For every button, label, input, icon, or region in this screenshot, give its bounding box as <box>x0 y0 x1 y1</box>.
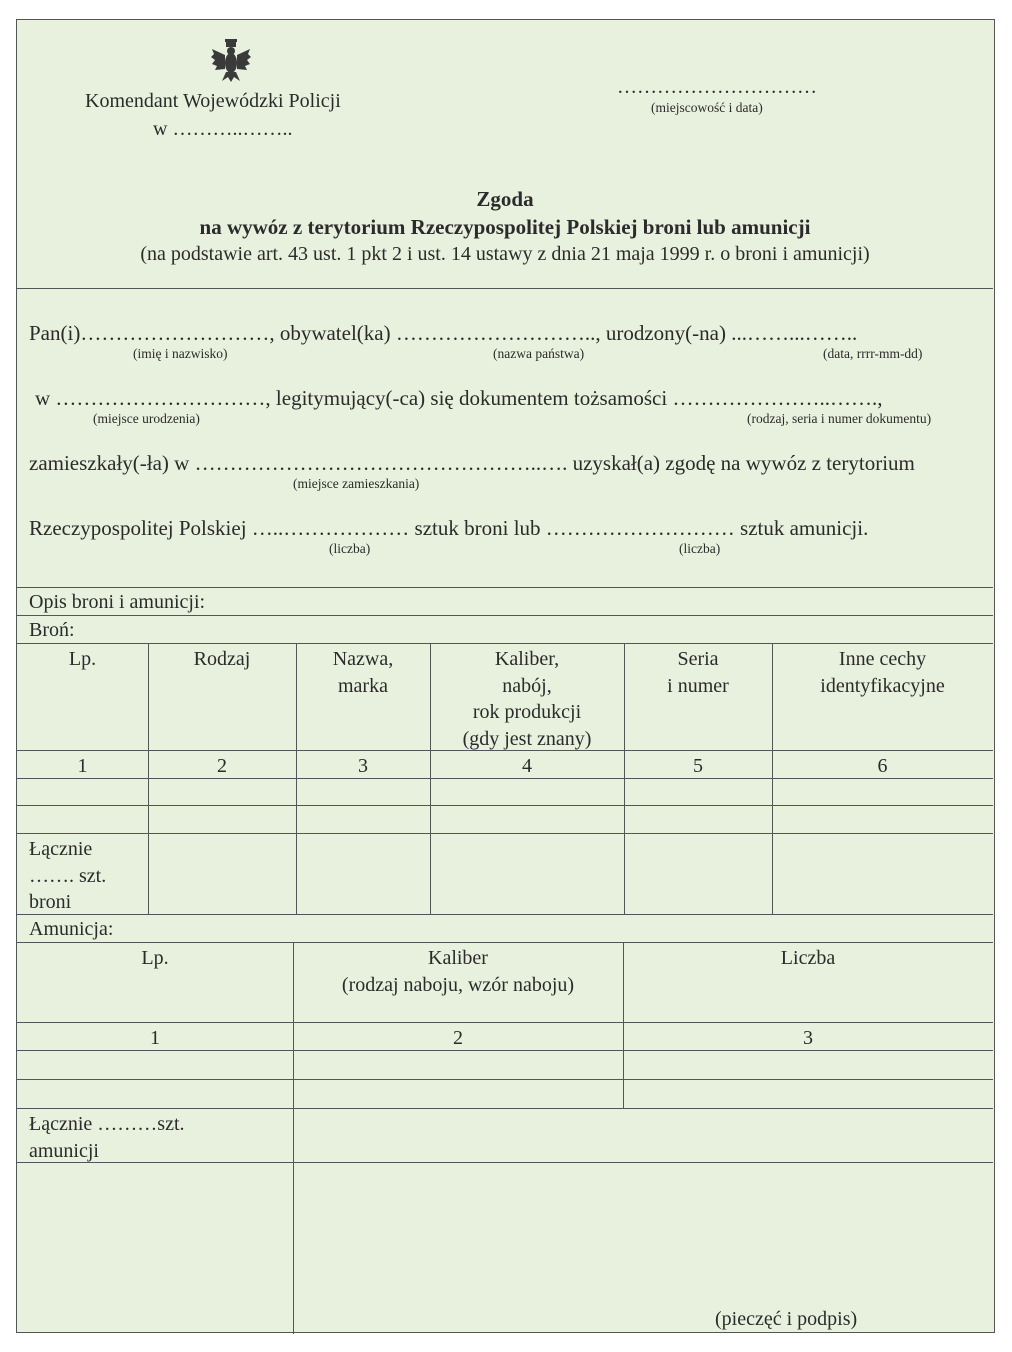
caption-birthdate: (data, rrrr-mm-dd) <box>823 346 923 361</box>
line-personal-data: Pan(i)………………………, obywatel(ka) ……………………….., urodzony(-na) ...……...…….. <box>29 321 858 345</box>
ammo-header-lp: Lp. <box>141 947 169 969</box>
ammo-col-number: 1 <box>150 1027 160 1049</box>
legal-basis: (na podstawie art. 43 ust. 1 pkt 2 i ust. 14 ustawy z dnia 21 maja 1999 r. o broni i amunicji) <box>140 243 870 265</box>
caption-country: (nazwa państwa) <box>493 346 585 361</box>
weapons-header-serial: Seria i numer <box>667 648 729 697</box>
authority-place: w ………..…….. <box>153 118 293 140</box>
line-identity: w …………………………, legitymujący(-ca) się dokumentem tożsamości …………………..……., <box>35 386 883 410</box>
weapons-header-caliber: Kaliber, nabój, rok produkcji (gdy jest znany) <box>462 648 592 750</box>
ammo-header-caliber: Kaliber (rodzaj naboju, wzór naboju) <box>341 947 575 996</box>
document-subtitle: na wywóz z terytorium Rzeczypospolitej Polskiej broni lub amunicji <box>199 215 811 239</box>
place-date-field: ………………………… <box>617 76 817 98</box>
weapons-header-name: Nazwa, marka <box>332 648 394 697</box>
caption-residence: (miejsce zamieszkania) <box>293 476 420 491</box>
weapons-total: Łącznie ……. szt. broni <box>29 838 107 913</box>
permit-form <box>16 19 995 1333</box>
signature-caption: (pieczęć i podpis) <box>715 1308 858 1330</box>
caption-ammo-count: (liczba) <box>679 541 721 556</box>
ammo-header-count: Liczba <box>780 947 836 969</box>
document-title: Zgoda <box>476 187 534 211</box>
weapons-col-number: 1 <box>77 755 88 777</box>
line-residence: zamieszkały(-ła) w …………………………………………..…. uzyskał(a) zgodę na wywóz z terytorium <box>29 451 915 475</box>
ammo-col-number: 2 <box>453 1027 463 1049</box>
divider <box>17 942 993 943</box>
weapons-header-type: Rodzaj <box>193 648 251 670</box>
divider <box>17 288 993 289</box>
ammunition-total: Łącznie ………szt. amunicji <box>29 1113 185 1162</box>
weapons-col-number: 6 <box>877 755 888 777</box>
weapons-col-number: 2 <box>217 755 227 777</box>
weapons-label: Broń: <box>29 619 75 641</box>
divider <box>17 914 993 915</box>
description-label: Opis broni i amunicji: <box>29 591 206 613</box>
line-quantities: Rzeczypospolitej Polskiej …..……………… sztuk broni lub ……………………… sztuk amunicji. <box>29 516 869 540</box>
divider <box>17 615 993 616</box>
caption-document: (rodzaj, seria i numer dokumentu) <box>747 411 932 426</box>
place-date-caption: (miejscowość i data) <box>651 100 763 115</box>
weapons-col-number: 3 <box>358 755 368 777</box>
ammo-col-number: 3 <box>803 1027 813 1049</box>
weapons-header-lp: Lp. <box>68 648 97 670</box>
eagle-emblem-icon <box>210 39 252 83</box>
weapons-col-number: 5 <box>693 755 703 777</box>
divider <box>17 587 993 588</box>
weapons-col-number: 4 <box>522 755 532 777</box>
weapons-header-features: Inne cechy identyfikacyjne <box>820 648 945 697</box>
authority-name: Komendant Wojewódzki Policji <box>85 90 341 112</box>
caption-weapon-count: (liczba) <box>329 541 371 556</box>
ammunition-label: Amunicja: <box>29 918 114 940</box>
caption-name: (imię i nazwisko) <box>133 346 228 361</box>
caption-birthplace: (miejsce urodzenia) <box>93 411 200 426</box>
divider <box>17 643 993 644</box>
